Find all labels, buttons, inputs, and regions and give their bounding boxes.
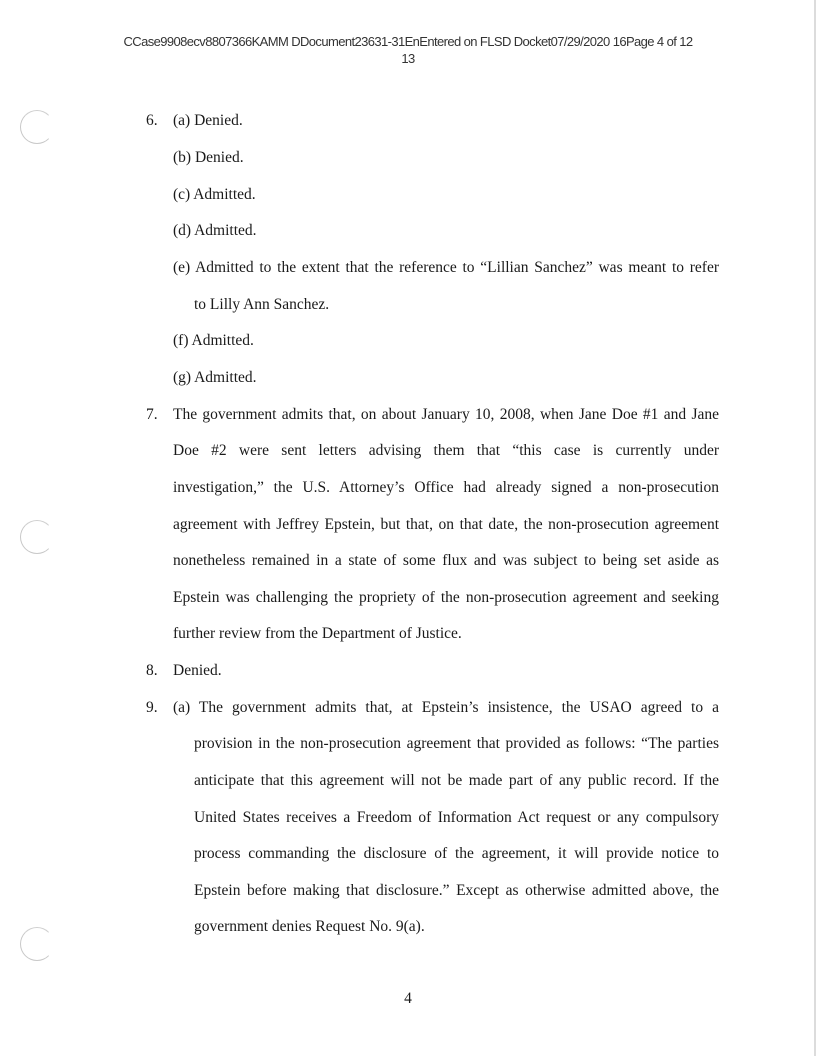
item6-a: (a) Denied. [173, 112, 243, 129]
item6-e: (e) Admitted to the extent that the reference to “Lillian Sanchez” was meant to refer [173, 259, 719, 276]
item8-text: Denied. [173, 662, 222, 679]
item7-line: agreement with Jeffrey Epstein, but that, on that date, the non-prosecution agreement [173, 516, 719, 533]
item6-g: (g) Admitted. [173, 369, 257, 386]
item-number: 8. [146, 662, 158, 679]
item-number: 7. [146, 406, 158, 423]
item7-line: further review from the Department of Justice. [173, 625, 462, 642]
hole-punch-mark [20, 520, 54, 554]
item9-line: provision in the non-prosecution agreement that provided as follows: “The parties [194, 735, 719, 752]
item9-line: government denies Request No. 9(a). [194, 918, 425, 935]
page-number: 4 [404, 990, 412, 1007]
item7-line: The government admits that, on about January 10, 2008, when Jane Doe #1 and Jane [173, 406, 719, 423]
item7-line: nonetheless remained in a state of some flux and was subject to being set aside as [173, 552, 719, 569]
case-header-line: CCase9908ecv8807366KAMM DDocument23631-31EnEntered on FLSD Docket07/29/2020 16Page 4 of 12 [123, 34, 693, 49]
item-number: 6. [146, 112, 158, 129]
hole-punch-mark [20, 110, 54, 144]
item9-line: United States receives a Freedom of Information Act request or any compulsory [194, 809, 719, 826]
item6-f: (f) Admitted. [173, 332, 254, 349]
case-header-line-cont: 13 [401, 51, 415, 66]
item6-e-cont: to Lilly Ann Sanchez. [194, 296, 330, 313]
item9-line: process commanding the disclosure of the agreement, it will provide notice to [194, 845, 719, 862]
hole-punch-mark [20, 927, 54, 961]
item-number: 9. [146, 699, 158, 716]
item7-line: Doe #2 were sent letters advising them that “this case is currently under [173, 442, 719, 459]
item6-b: (b) Denied. [173, 149, 244, 166]
item9-line: (a) The government admits that, at Epstein’s insistence, the USAO agreed to a [173, 699, 719, 716]
item7-line: investigation,” the U.S. Attorney’s Office had already signed a non-prosecution [173, 479, 719, 496]
item9-line: Epstein before making that disclosure.” Except as otherwise admitted above, the [194, 882, 719, 899]
item7-line: Epstein was challenging the propriety of the non-prosecution agreement and seeking [173, 589, 719, 606]
item6-d: (d) Admitted. [173, 222, 257, 239]
case-header [0, 33, 816, 67]
item6-c: (c) Admitted. [173, 186, 256, 203]
item9-line: anticipate that this agreement will not be made part of any public record. If the [194, 772, 719, 789]
